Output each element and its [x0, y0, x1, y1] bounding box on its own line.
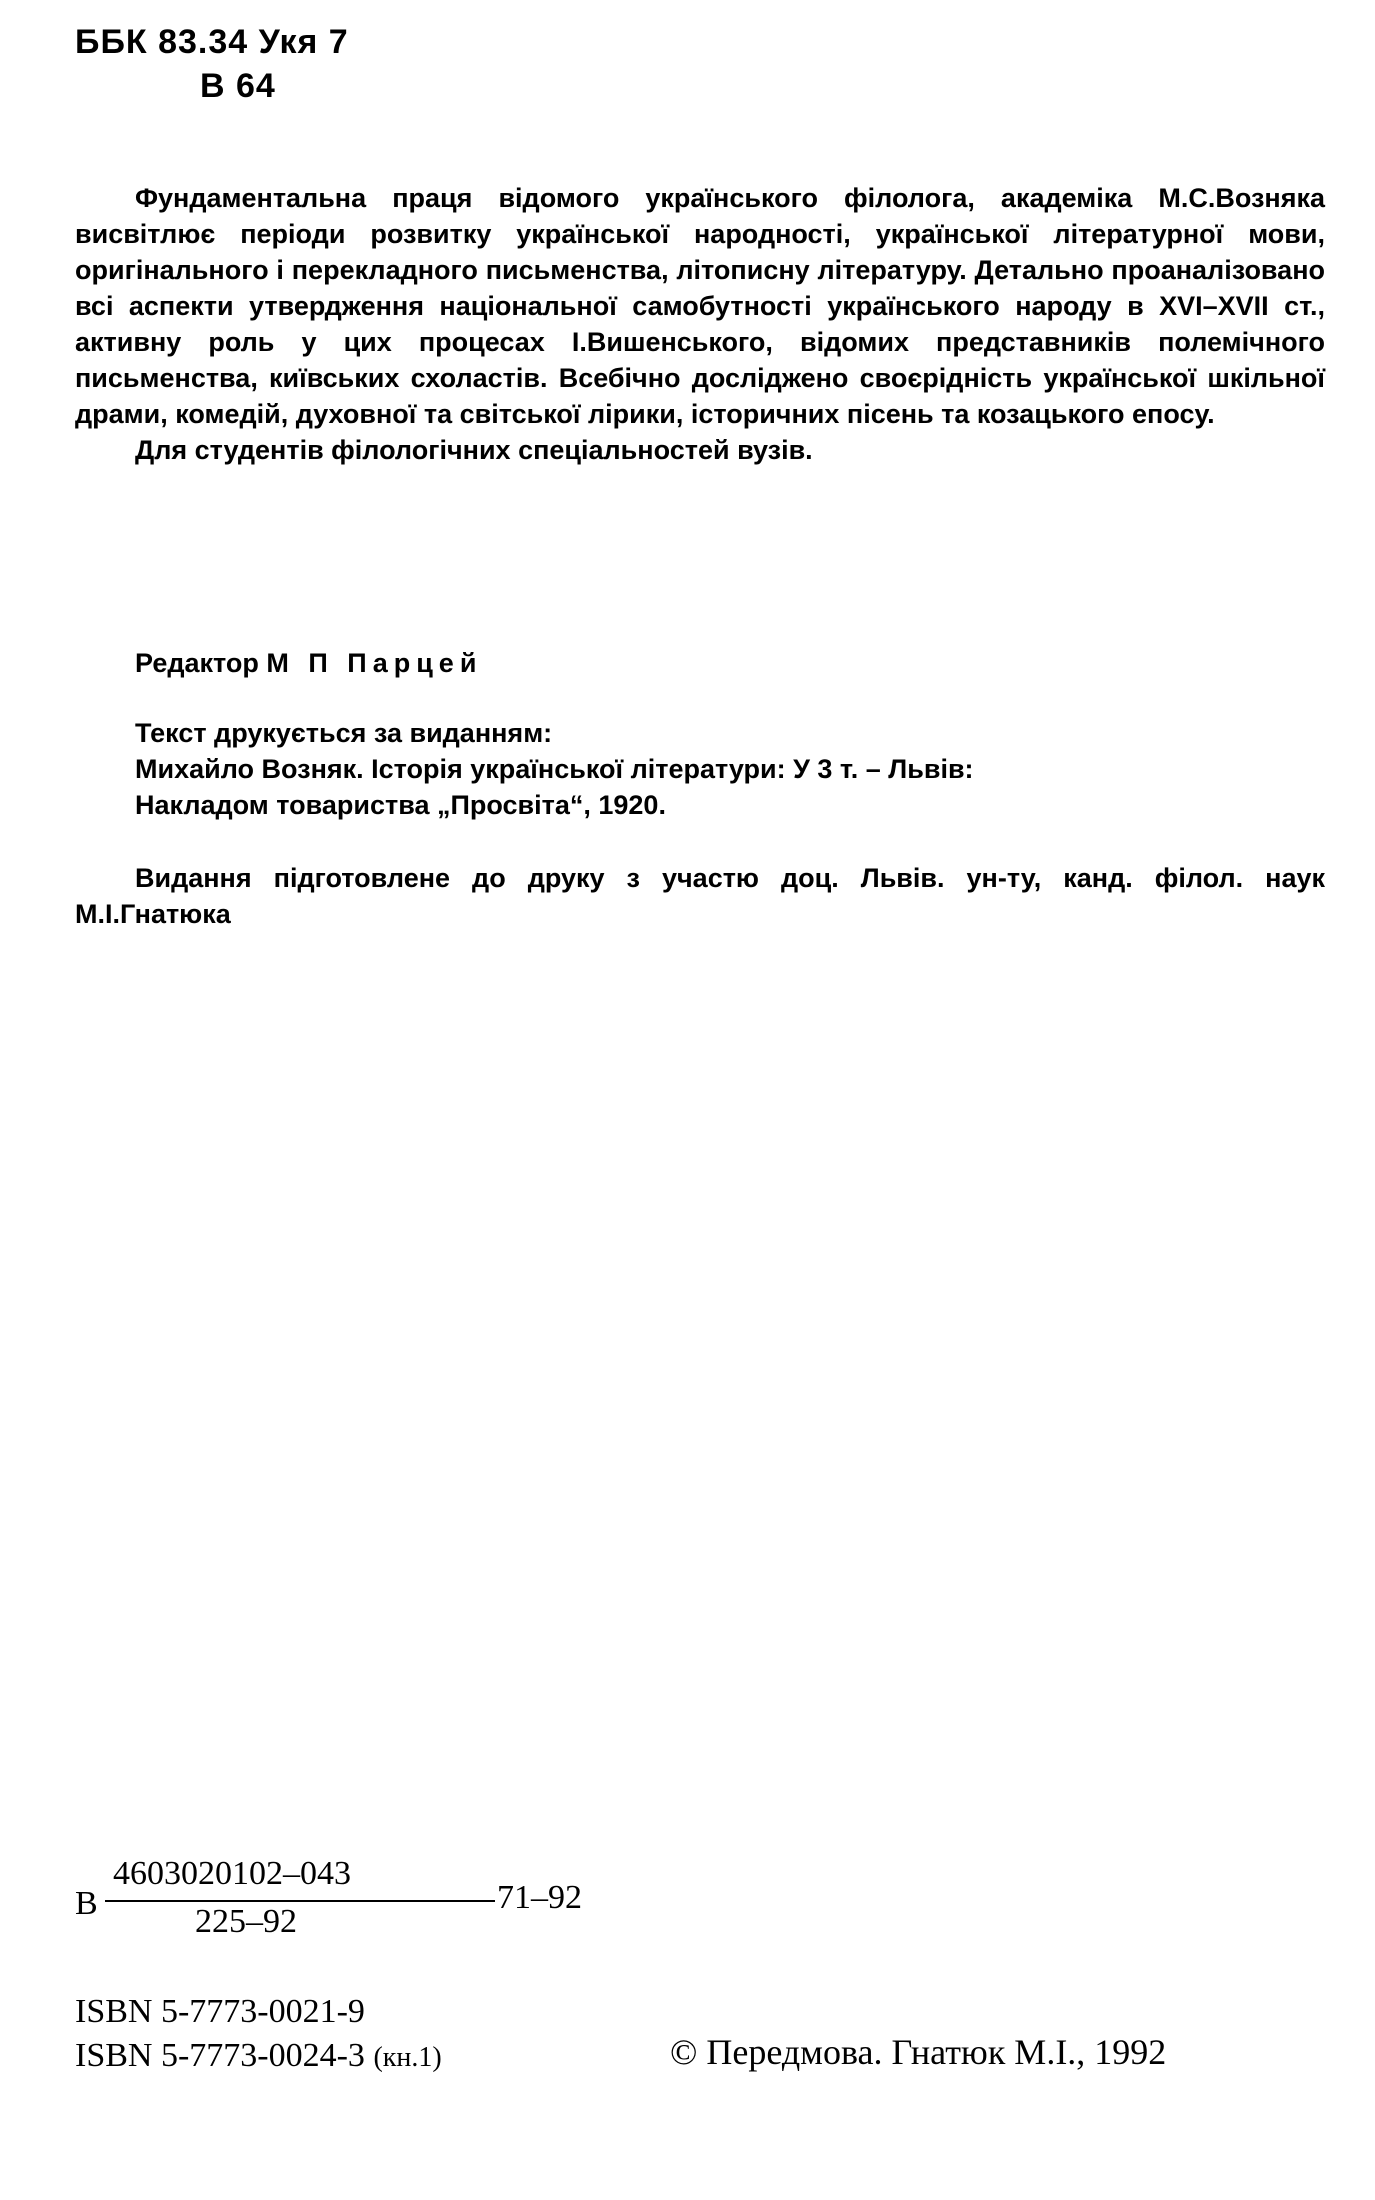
preparation-text: Видання підготовлене до друку з участю доц. Львів. ун-ту, канд. філол. наук М.І.Гнатюка	[75, 863, 1325, 929]
isbn-line-2-wrap	[75, 2034, 442, 2080]
isbn-block	[75, 1990, 442, 2080]
source-line-2: Михайло Возняк. Історія української літератури: У 3 т. – Львів:	[135, 754, 974, 784]
catalog-code-letter: В	[75, 1885, 98, 1922]
editor-line	[135, 645, 482, 681]
annotation-paragraph-2: Для студентів філологічних спеціальностей вузів.	[135, 435, 813, 465]
source-line-1: Текст друкується за виданням:	[135, 718, 553, 748]
isbn-volume: (кн.1)	[373, 2042, 442, 2073]
copyright-notice	[670, 2030, 1166, 2074]
catalog-code-denominator: 225–92	[195, 1903, 297, 1940]
annotation-paragraph-1: Фундаментальна праця відомого українського філолога, академіка М.С.Возняка висвітлює періоди розвитку української народності, української літературної мови, оригінального і перекладного письменства, літописну літературу. Детально проаналізовано всі аспекти утвердження національної самобутності українського народу в XVI–XVII ст., активну роль у цих процесах І.Вишенського, відомих представників полемічного письменства, київських схоластів. Всебічно досліджено своєрідність української шкільної драми, комедій, духовної та світської лірики, історичних пісень та козацького епосу.	[75, 183, 1325, 429]
fraction-rule	[105, 1900, 495, 1902]
isbn-line-1: ISBN 5-7773-0021-9	[75, 1993, 365, 2030]
isbn-line-2: ISBN 5-7773-0024-3	[75, 2037, 365, 2074]
editor-label: Редактор	[135, 648, 259, 678]
source-line-3: Накладом товариства „Просвіта“, 1920.	[135, 790, 666, 820]
annotation	[75, 180, 1325, 468]
bbk-line-1: ББК 83.34 Укя 7	[75, 23, 349, 61]
copyright-text: Передмова. Гнатюк М.І., 1992	[706, 2032, 1167, 2072]
source-edition	[135, 715, 974, 823]
catalog-code-numerator: 4603020102–043	[113, 1855, 351, 1892]
copyright-icon: ©	[670, 2032, 698, 2072]
editor-name: М П Парцей	[266, 648, 483, 678]
catalog-code-suffix: 71–92	[497, 1879, 582, 1916]
bbk-classification	[75, 20, 349, 108]
preparation-note	[75, 860, 1325, 932]
catalog-code	[75, 1855, 595, 1965]
bbk-line-2: В 64	[200, 67, 276, 105]
